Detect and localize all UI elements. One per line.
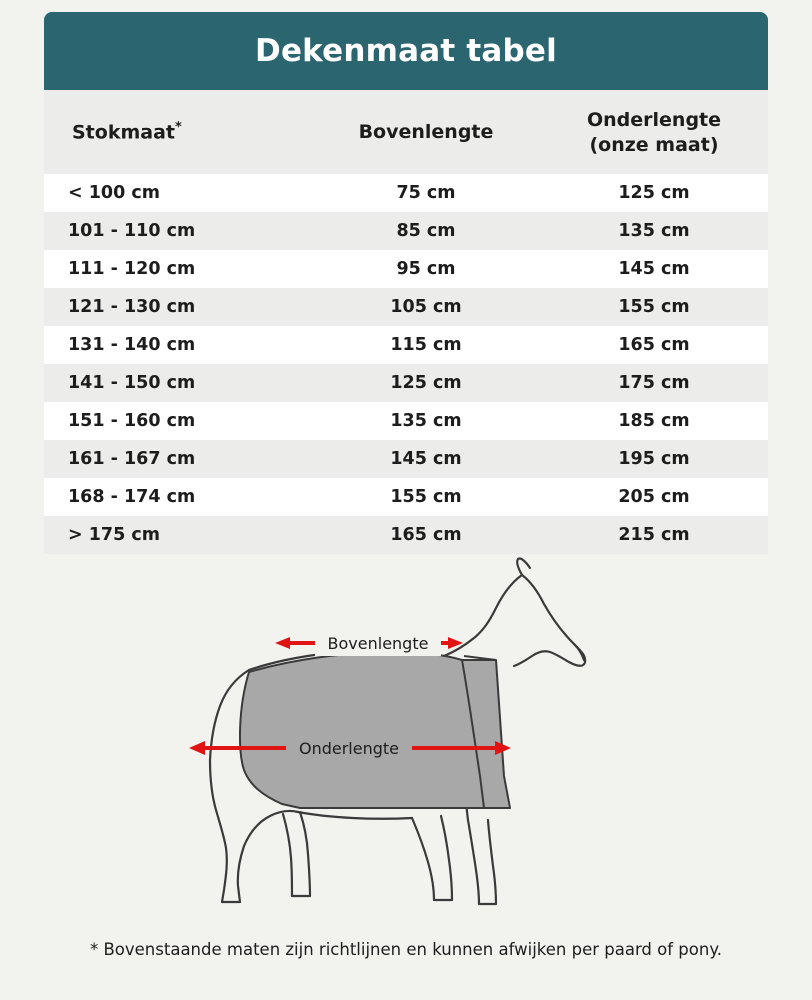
cell-stokmaat: < 100 cm [68, 183, 160, 203]
cell-onderlengte: 155 cm [618, 297, 690, 317]
cell-onderlengte: 165 cm [618, 335, 690, 355]
table-row [44, 516, 768, 554]
cell-stokmaat: 111 - 120 cm [68, 259, 196, 279]
cell-bovenlengte: 85 cm [396, 221, 456, 241]
table-body [44, 174, 768, 554]
cell-stokmaat: > 175 cm [68, 525, 160, 545]
blanket-shape [240, 652, 510, 808]
cell-onderlengte: 195 cm [618, 449, 690, 469]
column-header-bovenlengte [312, 90, 540, 174]
column-header-stokmaat [44, 90, 312, 174]
cell-stokmaat: 101 - 110 cm [68, 221, 196, 241]
cell-bovenlengte: 105 cm [390, 297, 462, 317]
table-row [44, 364, 768, 402]
cell-onderlengte: 145 cm [618, 259, 690, 279]
table-row [44, 440, 768, 478]
cell-stokmaat: 131 - 140 cm [68, 335, 196, 355]
cell-stokmaat: 161 - 167 cm [68, 449, 196, 469]
footnote-marker: * [174, 120, 182, 136]
table-row [44, 250, 768, 288]
horse-blanket-illustration [44, 556, 768, 928]
cell-bovenlengte: 145 cm [390, 449, 462, 469]
onderlengte-label: Onderlengte [298, 739, 400, 758]
cell-stokmaat: 121 - 130 cm [68, 297, 196, 317]
page-title: Dekenmaat tabel [255, 33, 557, 69]
header-bar [44, 12, 768, 90]
blanket-size-table [44, 90, 768, 554]
cell-onderlengte: 205 cm [618, 487, 690, 507]
cell-bovenlengte: 155 cm [390, 487, 462, 507]
cell-stokmaat: 168 - 174 cm [68, 487, 196, 507]
cell-bovenlengte: 125 cm [390, 373, 462, 393]
table-row [44, 288, 768, 326]
cell-bovenlengte: 75 cm [396, 183, 456, 203]
bovenlengte-label: Bovenlengte [327, 634, 429, 653]
column-header-onderlengte [540, 90, 768, 174]
cell-onderlengte: 215 cm [618, 525, 690, 545]
table-header [44, 90, 768, 174]
table-row [44, 402, 768, 440]
column-header-stokmaat-label: Stokmaat [72, 121, 175, 144]
cell-bovenlengte: 95 cm [396, 259, 456, 279]
table-row [44, 174, 768, 212]
column-header-bovenlengte-label: Bovenlengte [358, 121, 494, 143]
column-header-onderlengte-sublabel: (onze maat) [589, 133, 719, 156]
table-header-row [44, 90, 768, 174]
table-row [44, 326, 768, 364]
table-row [44, 478, 768, 516]
cell-bovenlengte: 165 cm [390, 525, 462, 545]
cell-onderlengte: 125 cm [618, 183, 690, 203]
cell-bovenlengte: 135 cm [390, 411, 462, 431]
cell-onderlengte: 135 cm [618, 221, 690, 241]
cell-onderlengte: 175 cm [618, 373, 690, 393]
table-row [44, 212, 768, 250]
cell-onderlengte: 185 cm [618, 411, 690, 431]
cell-bovenlengte: 115 cm [390, 335, 462, 355]
footnote: * Bovenstaande maten zijn richtlijnen en kunnen afwijken per paard of pony. [89, 940, 722, 959]
bovenlengte-measure-arrow [275, 630, 463, 656]
cell-stokmaat: 141 - 150 cm [68, 373, 196, 393]
column-header-onderlengte-label: Onderlengte [586, 108, 722, 131]
cell-stokmaat: 151 - 160 cm [68, 411, 196, 431]
